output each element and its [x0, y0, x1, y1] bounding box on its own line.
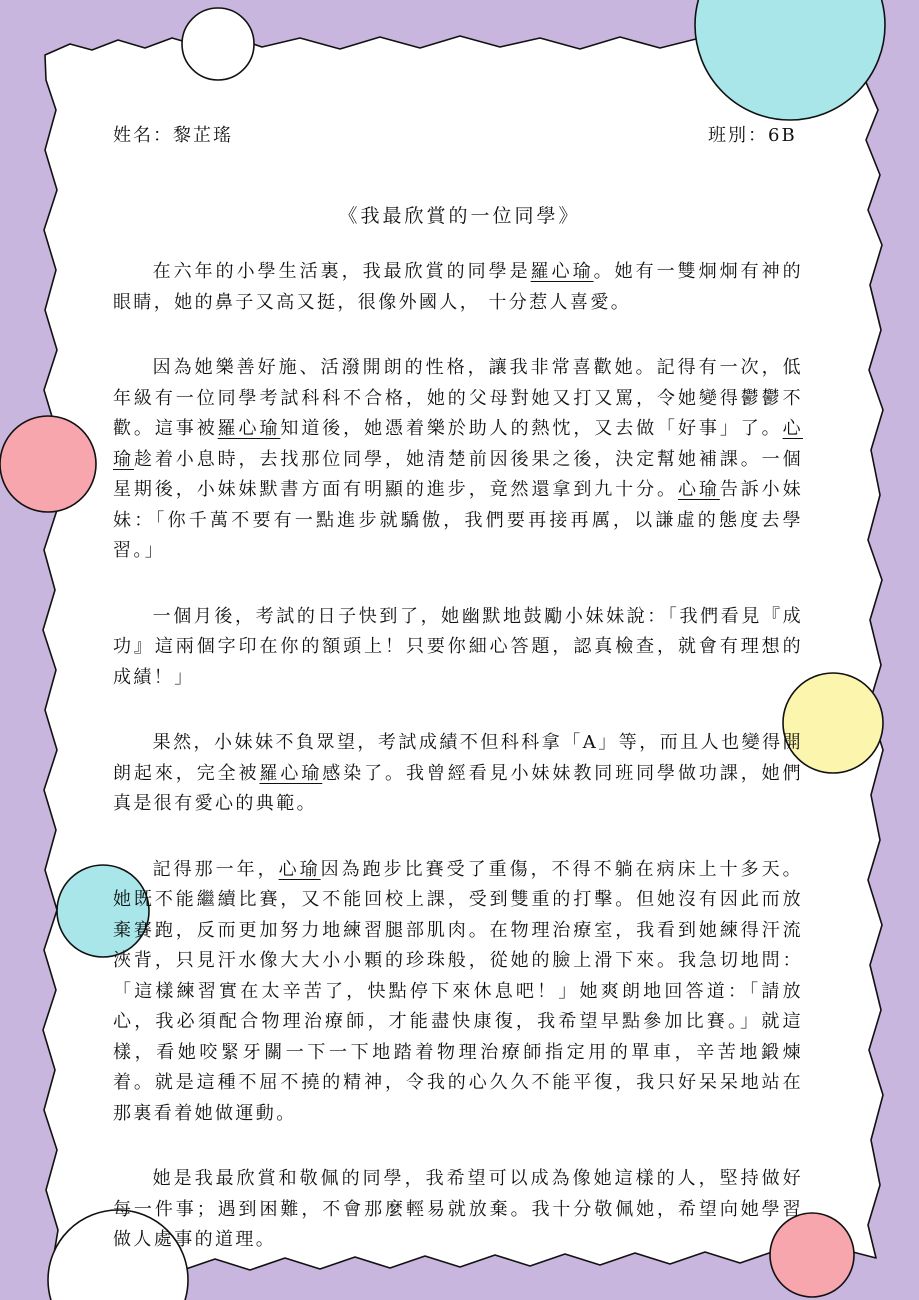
- essay-text: 。她有一雙炯炯有神的眼睛，她的鼻子又高又挺，很像外國人， 十分惹人喜愛。: [113, 261, 803, 313]
- essay-text: 在六年的小學生活裏，我最欣賞的同學是: [152, 261, 531, 282]
- student-name: [113, 121, 233, 147]
- essay-paragraph: [113, 728, 803, 820]
- essay-text: 一個月後，考試的日子快到了，她幽默地鼓勵小妹妹說：「我們看見『成功』這兩個字印在你的額頭上！只要你細心答題，認真檢查，就會有理想的成績！」: [113, 605, 803, 688]
- essay-paragraph: [113, 602, 803, 694]
- underlined-name: 心瑜: [677, 479, 720, 500]
- essay-paragraph: [113, 855, 803, 1130]
- underlined-name: 心瑜: [278, 858, 321, 880]
- essay-paragraph: [113, 257, 803, 318]
- essay-text: 果然，小妹妹不負眾望，考試成績不但科科拿「A」等，而且人也變得開朗起來，完全被: [113, 732, 803, 784]
- essay-body: [113, 257, 803, 1256]
- class-value: 6B: [768, 125, 797, 146]
- essay-text: 感染了。我曾經看見小妹妹教同班同學做功課，她們真是很有愛心的典範。: [113, 762, 804, 814]
- underlined-name: 羅心瑜: [217, 418, 281, 439]
- class-label: 班別：: [708, 125, 768, 146]
- underlined-name: 心瑜: [113, 418, 803, 470]
- essay-text: 知道後，她憑着樂於助人的熱忱，又去做「好事」了。: [280, 418, 783, 439]
- student-class: [708, 121, 797, 147]
- name-label: 姓名：: [113, 125, 173, 146]
- underlined-name: 羅心瑜: [530, 261, 594, 282]
- essay-text: 記得那一年，: [152, 858, 279, 880]
- underlined-name: 羅心瑜: [259, 762, 323, 784]
- essay-paragraph: [113, 1164, 803, 1256]
- essay-text: 告訴小妹妹：「你千萬不要有一點進步就驕傲，我們要再接再厲，以謙虛的態度去學習。」: [113, 479, 803, 561]
- essay-text: 因為她樂善好施、活潑開朗的性格，讓我非常喜歡她。記得有一次，低年級有一位同學考試科科不合格，她的父母對她又打又罵，令她變得鬱鬱不歡。這事被: [113, 357, 803, 439]
- essay-text: 趁着小息時，去找那位同學，她清楚前因後果之後，決定幫她補課。一個星期後，小妹妹默書方面有明顯的進步，竟然還拿到九十分。: [113, 448, 804, 500]
- essay-paragraph: [113, 353, 803, 567]
- essay-title: 《我最欣賞的一位同學》: [338, 205, 581, 227]
- essay-text: 因為跑步比賽受了重傷，不得不躺在病床上十多天。她既不能繼續比賽，又不能回校上課，受到雙重的打擊。但她沒有因此而放棄賽跑，反而更加努力地練習腿部肌肉。在物理治療室，我看到她練得汗流浹背，只見汗水像大大小小顆的珍珠般，從她的臉上滑下來。我急切地問：「這樣練習實在太辛苦了，快點停下來休息吧！」她爽朗地回答道：「請放心，我必須配合物理治療師，才能盡快康復，我希望早點參加比賽。」就這樣，看她咬緊牙關一下一下地踏着物理治療師指定用的單車，辛苦地鍛煉着。就是這種不屈不撓的精神，令我的心久久不能平復，我只好呆呆地站在那裏看着她做運動。: [113, 858, 803, 1124]
- name-value: 黎芷瑤: [173, 125, 233, 146]
- essay-text: 她是我最欣賞和敬佩的同學，我希望可以成為像她這樣的人，堅持做好每一件事；遇到困難，不會那麼輕易就放棄。我十分敬佩她，希望向她學習做人處事的道理。: [113, 1168, 803, 1250]
